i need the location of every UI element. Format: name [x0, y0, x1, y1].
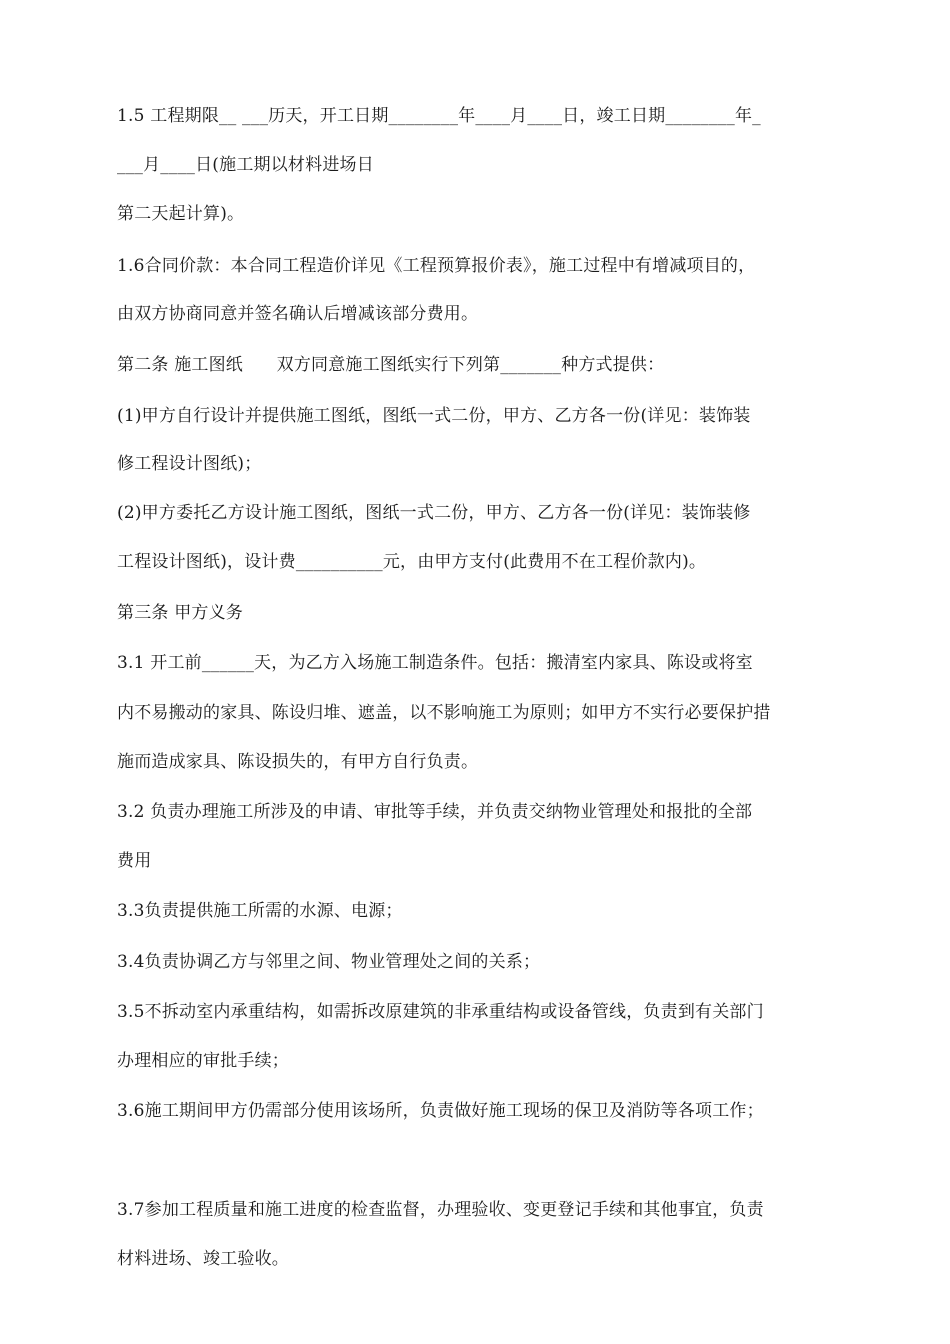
clause-3-3: 3.3负责提供施工所需的水源、电源；: [117, 901, 403, 921]
option-1-line-1: (1)甲方自行设计并提供施工图纸，图纸一式二份，甲方、乙方各一份(详见：装饰装: [117, 406, 751, 426]
clause-3-2-line-2: 费用: [117, 851, 152, 871]
clause-3-1-line-1: 3.1 开工前______天，为乙方入场施工制造条件。包括：搬清室内家具、陈设或将室: [117, 653, 753, 673]
clause-3-1-line-2: 内不易搬动的家具、陈设归堆、遮盖，以不影响施工为原则；如甲方不实行必要保护措: [117, 703, 771, 723]
option-2-line-2: 工程设计图纸)，设计费__________元，由甲方支付(此费用不在工程价款内)。: [117, 552, 707, 572]
clause-3-4: 3.4负责协调乙方与邻里之间、物业管理处之间的关系；: [117, 952, 541, 972]
clause-3-5-line-2: 办理相应的审批手续；: [117, 1051, 289, 1071]
clause-3-5-line-1: 3.5不拆动室内承重结构，如需拆改原建筑的非承重结构或设备管线，负责到有关部门: [117, 1002, 764, 1022]
clause-1-5-line-2: ___月____日(施工期以材料进场日: [117, 155, 374, 175]
option-1-line-2: 修工程设计图纸)；: [117, 454, 262, 474]
clause-3-2-line-1: 3.2 负责办理施工所涉及的申请、审批等手续，并负责交纳物业管理处和报批的全部: [117, 802, 753, 822]
clause-1-6-line-1: 1.6合同价款：本合同工程造价详见《工程预算报价表》，施工过程中有增减项目的，: [117, 256, 756, 276]
clause-3-1-line-3: 施而造成家具、陈设损失的，有甲方自行负责。: [117, 752, 479, 772]
clause-3-6: 3.6施工期间甲方仍需部分使用该场所，负责做好施工现场的保卫及消防等各项工作；: [117, 1101, 764, 1121]
article-2-heading: 第二条 施工图纸 双方同意施工图纸实行下列第_______种方式提供：: [117, 355, 665, 375]
clause-3-7-line-1: 3.7参加工程质量和施工进度的检查监督，办理验收、变更登记手续和其他事宜，负责: [117, 1200, 764, 1220]
clause-1-6-line-2: 由双方协商同意并签名确认后增减该部分费用。: [117, 304, 479, 324]
option-2-line-1: (2)甲方委托乙方设计施工图纸，图纸一式二份，甲方、乙方各一份(详见：装饰装修: [117, 503, 751, 523]
clause-1-5-line-3: 第二天起计算)。: [117, 204, 245, 224]
article-3-heading: 第三条 甲方义务: [117, 603, 244, 623]
clause-1-5-line-1: 1.5 工程期限__ ___历天，开工日期________年____月____日，竣工日期________年_: [117, 106, 761, 126]
clause-3-7-line-2: 材料进场、竣工验收。: [117, 1249, 289, 1269]
